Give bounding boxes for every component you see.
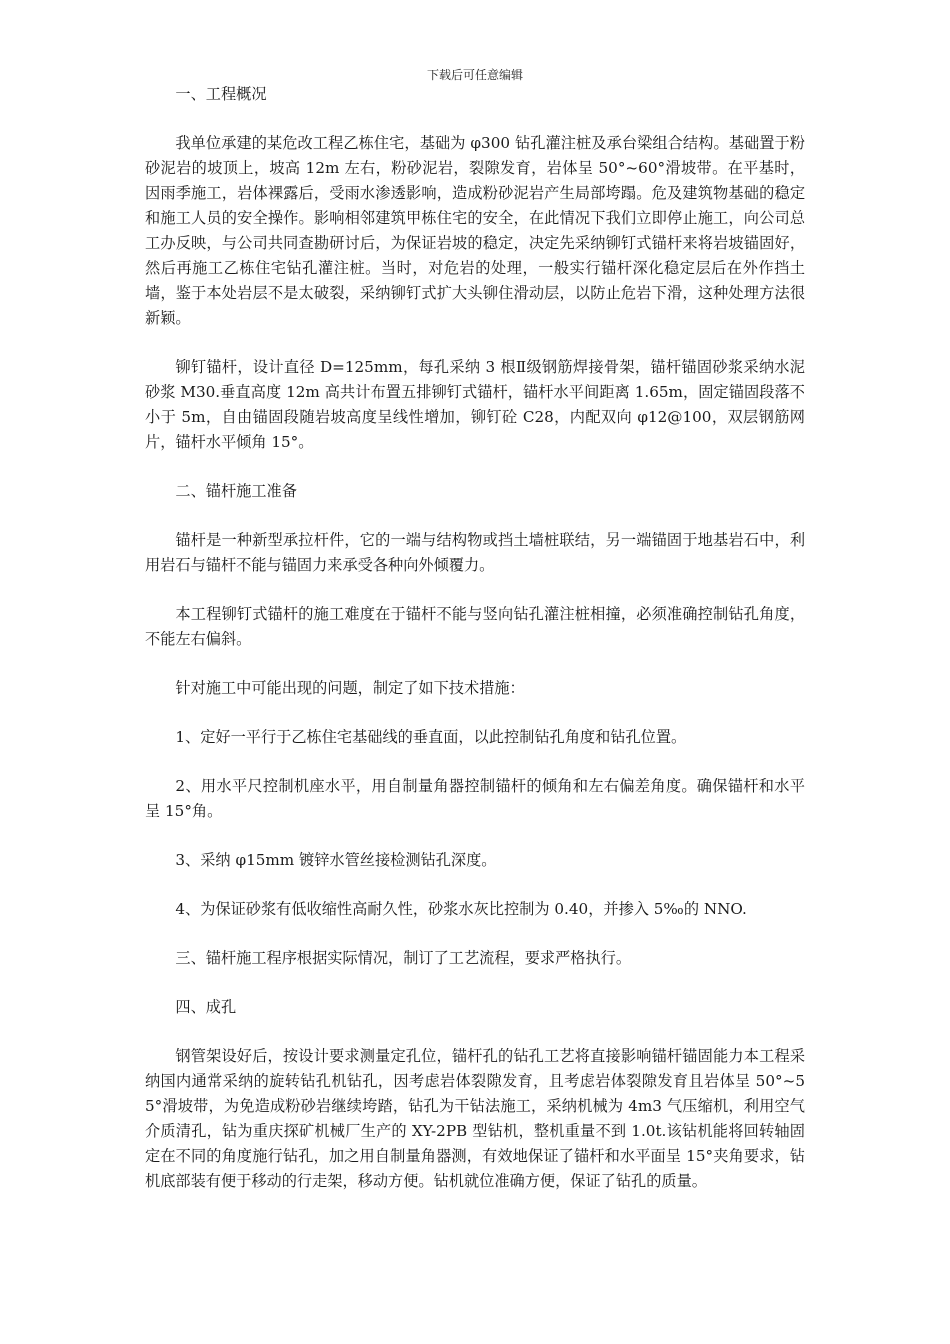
paragraph: 本工程铆钉式锚杆的施工难度在于锚杆不能与竖向钻孔灌注桩相撞，必须准确控制钻孔角度，不能左右偏斜。 [145, 605, 805, 648]
list-item: 4、为保证砂浆有低收缩性高耐久性，砂浆水灰比控制为 0.40，并掺入 5‰的 NNO. [175, 900, 747, 918]
section-heading-procedure: 三、锚杆施工程序根据实际情况，制订了工艺流程，要求严格执行。 [175, 949, 632, 967]
list-item: 3、采纳 φ15mm 镀锌水管丝接检测钻孔深度。 [175, 851, 497, 869]
section-heading-drilling: 四、成孔 [175, 998, 237, 1016]
list-item: 2、用水平尺控制机座水平，用自制量角器控制锚杆的倾角和左右偏差角度。确保锚杆和水平呈 15°角。 [145, 777, 805, 820]
paragraph: 针对施工中可能出现的问题，制定了如下技术措施： [175, 679, 525, 697]
paragraph: 锚杆是一种新型承拉杆件，它的一端与结构物或挡土墙桩联结，另一端锚固于地基岩石中，利用岩石与锚杆不能与锚固力来承受各种向外倾覆力。 [145, 531, 805, 574]
paragraph: 钢管架设好后，按设计要求测量定孔位，锚杆孔的钻孔工艺将直接影响锚杆锚固能力本工程采纳国内通常采纳的旋转钻孔机钻孔，因考虑岩体裂隙发育，且考虑岩体裂隙发育且岩体呈 50°~55°滑坡带，为免造成粉砂岩继续垮踏，钻孔为干钻法施工，采纳机械为 4m3 气压缩机，利用空气介质清孔，钻为重庆探矿机械厂生产的 XY-2PB 型钻机，整机重量不到 1.0t.该钻机能将回转轴固定在不同的角度施行钻孔，加之用自制量角器测，有效地保证了锚杆和水平面呈 15°夹角要求，钻机底部装有便于移动的行走架，移动方便。钻机就位准确方便，保证了钻孔的质量。 [145, 1047, 805, 1190]
section-heading-overview: 一、工程概况 [175, 85, 267, 103]
page-header: 下载后可任意编辑 [426, 68, 523, 82]
list-item: 1、定好一平行于乙栋住宅基础线的垂直面，以此控制钻孔角度和钻孔位置。 [175, 728, 687, 746]
section-heading-preparation: 二、锚杆施工准备 [175, 482, 297, 500]
paragraph: 我单位承建的某危改工程乙栋住宅，基础为 φ300 钻孔灌注桩及承台梁组合结构。基础置于粉砂泥岩的坡顶上，坡高 12m 左右，粉砂泥岩，裂隙发育，岩体呈 50°~60°滑坡带。在平基时，因雨季施工，岩体裸露后，受雨水渗透影响，造成粉砂泥岩产生局部垮蹋。危及建筑物基础的稳定和施工人员的安全操作。影响相邻建筑甲栋住宅的安全，在此情况下我们立即停止施工，向公司总工办反映，与公司共同查勘研讨后，为保证岩坡的稳定，决定先采纳铆钉式锚杆来将岩坡锚固好，然后再施工乙栋住宅钻孔灌注桩。当时，对危岩的处理，一般实行锚杆深化稳定层后在外作挡土墙，鉴于本处岩层不是太破裂，采纳铆钉式扩大头铆住滑动层，以防止危岩下滑，这种处理方法很新颖。 [145, 134, 805, 327]
paragraph: 铆钉锚杆，设计直径 D=125mm，每孔采纳 3 根Ⅱ级钢筋焊接骨架，锚杆锚固砂浆采纳水泥砂浆 M30.垂直高度 12m 高共计布置五排铆钉式锚杆，锚杆水平间距离 1.65m，固定锚固段落不小于 5m，自由锚固段随岩坡高度呈线性增加，铆钉砼 C28，内配双向 φ12@100，双层钢筋网片，锚杆水平倾角 15°。 [145, 358, 805, 451]
document-body [145, 82, 805, 1218]
